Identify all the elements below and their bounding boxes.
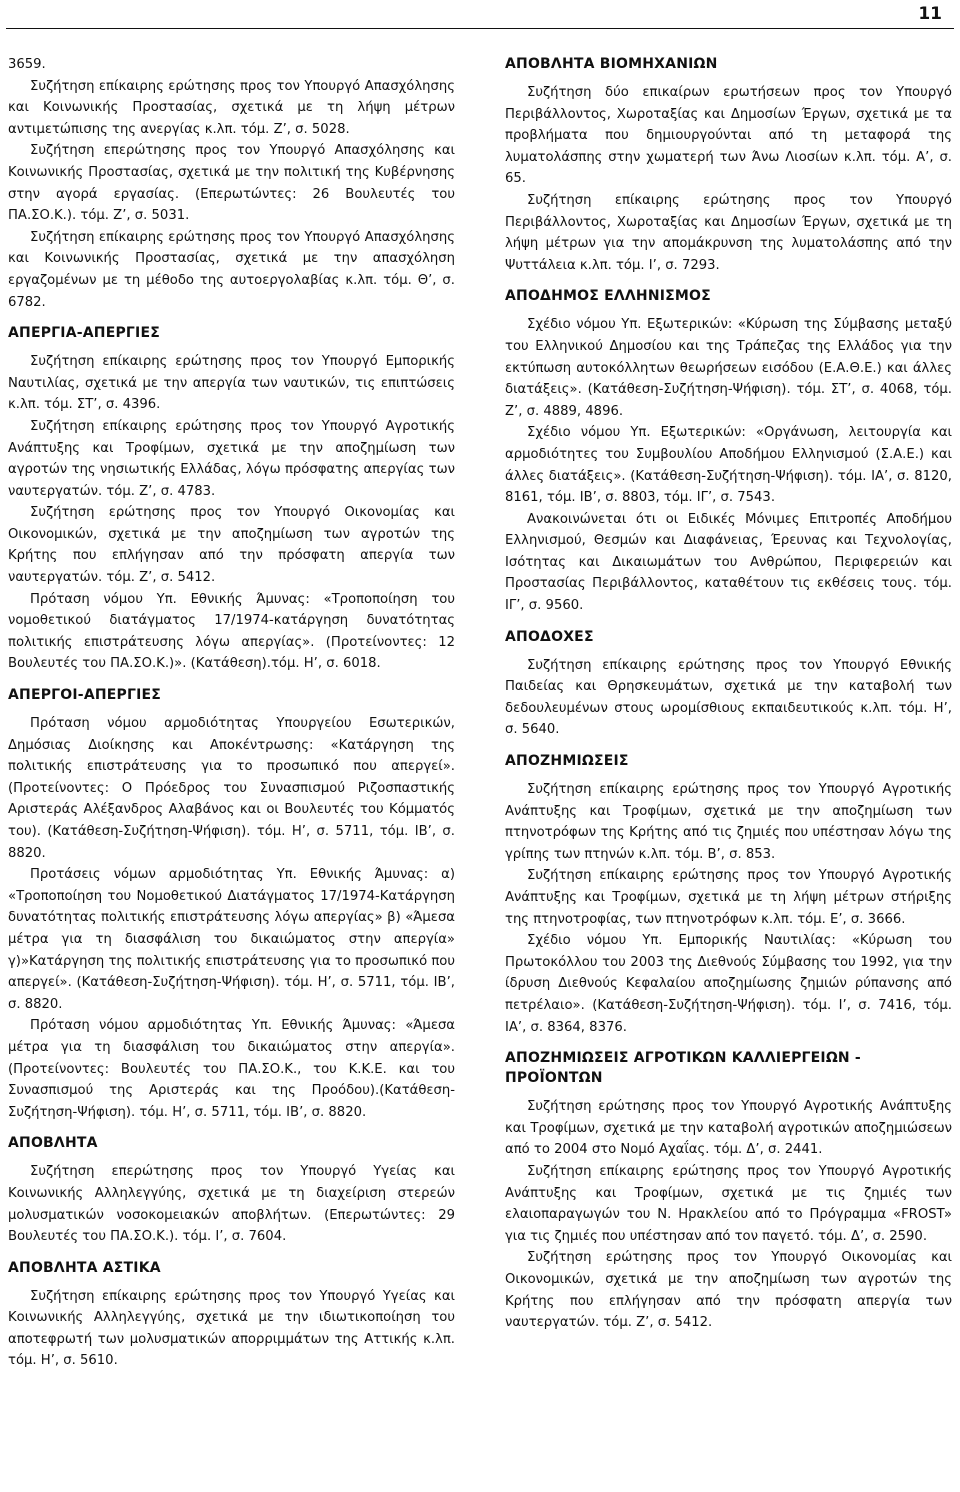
index-entry: Συζήτηση επίκαιρης ερώτησης προς τον Υπουργό Αγροτικής Ανάπτυξης και Τροφίμων, σχετικά με την αποζημίωση των πτηνοτρόφων της Κρήτης από τις ζημιές που υπέστησαν λόγω της γρίπης των πτηνών κ.λπ. τόμ. Β’, σ. 853. <box>505 782 952 862</box>
index-entry: Συζήτηση επίκαιρης ερώτησης προς τον Υπουργό Απασχόλησης και Κοινωνικής Προστασίας, σχετικά με την απασχόληση εργαζομένων με τη μέθοδο της αυτοεργολαβίας κ.λπ. τόμ. Θ’, σ. 6782. <box>8 229 455 310</box>
section-heading: ΑΠΟΔΟΧΕΣ <box>505 628 594 645</box>
index-entry: Συζήτηση επερώτησης προς τον Υπουργό Υγείας και Κοινωνικής Αλληλεγγύης, σχετικά με τη διαχείριση στερεών μολυσματικών νοσοκομειακών αποβλήτων. (Επερωτώντες: 29 Βουλευτές του ΠΑ.ΣΟ.Κ.). τόμ. Ι’, σ. 7604. <box>8 1164 455 1245</box>
index-entry: Σχέδιο νόμου Υπ. Εμπορικής Ναυτιλίας: «Κύρωση του Πρωτοκόλλου του 2003 της Διεθνούς Σύμβασης του 1992, για την ίδρυση Διεθνούς Κεφαλαίου αποζημίωσης ζημιών ρύπανσης από πετρέλαιο». (Κατάθεση-Συζήτηση-Ψήφιση). τόμ. Ι’, σ. 7416, τόμ. ΙΑ’, σ. 8364, 8376. <box>505 933 952 1035</box>
index-entry: Πρόταση νόμου αρμοδιότητας Υπ. Εθνικής Άμυνας: «Άμεσα μέτρα για τη διασφάλιση του δικαιώματος στην απεργία». (Προτείνοντες: Βουλευτές του ΠΑ.ΣΟ.Κ., του Κ.Κ.Ε. και του Συνασπισμού της Αριστεράς και της Προόδου).(Κατάθεση-Συζήτηση-Ψήφιση). τόμ. Η’, σ. 5711, τόμ. ΙΒ’, σ. 8820. <box>8 1018 455 1120</box>
index-entry: Συζήτηση ερώτησης προς τον Υπουργό Οικονομίας και Οικονομικών, σχετικά με την αποζημίωση των αγροτών της Κρήτης που επλήγησαν από την πρόσφατη απεργία των ναυτεργατών. τόμ. Ζ’, σ. 5412. <box>505 1250 952 1331</box>
index-entry: Συζήτηση επίκαιρης ερώτησης προς τον Υπουργό Απασχόλησης και Κοινωνικής Προστασίας, σχετικά με τη λήψη μέτρων αντιμετώπισης της ανεργίας κ.λπ. τόμ. Ζ’, σ. 5028. <box>8 78 455 137</box>
index-entry: Συζήτηση επερώτησης προς τον Υπουργό Απασχόλησης και Κοινωνικής Προστασίας, σχετικά με την πολιτική της Κυβέρνησης στην αγορά εργασίας. (Επερωτώντες: 26 Βουλευτές του ΠΑ.ΣΟ.Κ.). τόμ. Ζ’, σ. 5031. <box>8 143 455 224</box>
index-entry: Σχέδιο νόμου Υπ. Εξωτερικών: «Κύρωση της Σύμβασης μεταξύ του Ελληνικού Δημοσίου και της Τράπεζας της Ελλάδος για την εκτύπωση αυτοκόλλητων θεωρήσεων εισόδου (Ε.Α.Θ.Ε.) και άλλες διατάξεις». (Κατάθεση-Συζήτηση-Ψήφιση). τόμ. ΣΤ’, σ. 4068, τόμ. Ζ’, σ. 4889, 4896. <box>505 317 952 419</box>
index-entry: Πρόταση νόμου αρμοδιότητας Υπουργείου Εσωτερικών, Δημόσιας Διοίκησης και Αποκέντρωσης: «Κατάργηση της πολιτικής επιστράτευσης για το προσωπικό που απεργεί». (Προτείνοντες: Ο Πρόεδρος του Συνασπισμού Ριζοσπαστικής Αριστεράς Αλέξανδρος Αλαβάνος και οι Βουλευτές του Κόμματός του). (Κατάθεση-Συζήτηση-Ψήφιση). τόμ. Η’, σ. 5711, τόμ. ΙΒ’, σ. 8820. <box>8 716 455 861</box>
index-entry: Συζήτηση δύο επικαίρων ερωτήσεων προς τον Υπουργό Περιβάλλοντος, Χωροταξίας και Δημοσίων Έργων, σχετικά με τα προβλήματα που δημιουργούνται από τη μεταφορά της λυματολάσπης στην χωματερή των Άνω Λιοσίων κ.λπ. τόμ. Α’, σ. 65. <box>505 85 952 187</box>
section-heading: ΑΠΟΖΗΜΙΩΣΕΙΣ <box>505 753 629 770</box>
index-entry: Συζήτηση ερώτησης προς τον Υπουργό Αγροτικής Ανάπτυξης και Τροφίμων, σχετικά με την καταβολή αγροτικών αποζημιώσεων από το 2004 στο Νομό Αχαΐας. τόμ. Δ’, σ. 2441. <box>505 1099 952 1158</box>
index-entry: Συζήτηση επίκαιρης ερώτησης προς τον Υπουργό Αγροτικής Ανάπτυξης και Τροφίμων, σχετικά με τη λήψη μέτρων στήριξης της πτηνοτροφίας, των πτηνοτρόφων κ.λπ. τόμ. Ε’, σ. 3666. <box>505 868 952 927</box>
index-entry: Ανακοινώνεται ότι οι Ειδικές Μόνιμες Επιτροπές Αποδήμου Ελληνισμού, Θεσμών και Διαφάνειας, Έρευνας και Τεχνολογίας, Ισότητας και Δικαιωμάτων του Ανθρώπου, Περιφερειών και Προστασίας Περιβάλλοντος, καταθέτουν τις εκθέσεις τους. τόμ. ΙΓ’, σ. 9560. <box>505 511 952 614</box>
index-entry: Συζήτηση επίκαιρης ερώτησης προς τον Υπουργό Εθνικής Παιδείας και Θρησκευμάτων, σχετικά με την καταβολή των δεδουλευμένων στους ωρομίσθιους εκπαιδευτικούς κ.λπ. τόμ. Η’, σ. 5640. <box>505 657 952 738</box>
section-heading: ΑΠΟΔΗΜΟΣ ΕΛΛΗΝΙΣΜΟΣ <box>505 288 711 305</box>
index-entry: Συζήτηση επίκαιρης ερώτησης προς τον Υπουργό Αγροτικής Ανάπτυξης και Τροφίμων, σχετικά με τις ζημιές των ελαιοπαραγωγών του Ν. Ηρακλείου από το Πρόγραμμα «FROST» για τις ζημιές που υπέστησαν από τον παγετό. τόμ. Δ’, σ. 2590. <box>505 1163 952 1244</box>
index-entry: Συζήτηση επίκαιρης ερώτησης προς τον Υπουργό Αγροτικής Ανάπτυξης και Τροφίμων, σχετικά με την αποζημίωση των αγροτών της νησιωτικής Ελλάδας, λόγω πρόσφατης απεργίας των ναυτεργατών. τόμ. Ζ’, σ. 4783. <box>8 418 455 499</box>
index-entry: Πρόταση νόμου Υπ. Εθνικής Άμυνας: «Τροποποίηση του νομοθετικού διατάγματος 17/1974-κατάργηση δυνατότητας πολιτικής επιστράτευσης λόγω απεργίας». (Προτείνοντες: 12 Βουλευτές του ΠΑ.ΣΟ.Κ.)». (Κατάθεση).τόμ. Η’, σ. 6018. <box>8 591 455 672</box>
index-entry: Συζήτηση ερώτησης προς τον Υπουργό Οικονομίας και Οικονομικών, σχετικά με την αποζημίωση των αγροτών της Κρήτης που επλήγησαν από την πρόσφατη απεργία των ναυτεργατών. τόμ. Ζ’, σ. 5412. <box>8 505 455 586</box>
page-number: 11 <box>918 4 942 24</box>
section-heading: ΑΠΕΡΓΟΙ-ΑΠΕΡΓΙΕΣ <box>8 687 162 704</box>
section-heading: ΑΠΕΡΓΙΑ-ΑΠΕΡΓΙΕΣ <box>8 325 160 342</box>
section-heading: ΑΠΟΒΛΗΤΑ ΒΙΟΜΗΧΑΝΙΩΝ <box>505 56 718 72</box>
right-column <box>505 54 952 1334</box>
section-heading: ΑΠΟΖΗΜΙΩΣΕΙΣ ΑΓΡΟΤΙΚΩΝ ΚΑΛΛΙΕΡΓΕΙΩΝ - ΠΡΟΪΟΝΤΩΝ <box>505 1050 861 1087</box>
header-rule <box>6 28 954 29</box>
entry-id: 3659. <box>8 57 46 72</box>
index-entry: Προτάσεις νόμων αρμοδιότητας Υπ. Εθνικής Άμυνας: α) «Τροποποίηση του Νομοθετικού Διατάγματος 17/1974-Κατάργηση δυνατότητας πολιτικής επιστράτευσης λόγω απεργίας» β) «Άμεσα μέτρα για τη διασφάλιση του δικαιώματος στην απεργία» γ)»Κατάργηση της πολιτικής επιστράτευσης για το προσωπικό που απεργεί». (Κατάθεση-Συζήτηση-Ψήφιση). τόμ. Η’, σ. 5711, τόμ. ΙΒ’, σ. 8820. <box>8 867 455 1012</box>
section-heading: ΑΠΟΒΛΗΤΑ <box>8 1135 98 1152</box>
section-heading: ΑΠΟΒΛΗΤΑ ΑΣΤΙΚΑ <box>8 1259 161 1276</box>
left-column <box>8 54 455 1372</box>
index-entry: Σχέδιο νόμου Υπ. Εξωτερικών: «Οργάνωση, λειτουργία και αρμοδιότητες του Συμβουλίου Αποδήμου Ελληνισμού (Σ.Α.Ε.) και άλλες διατάξεις». (Κατάθεση-Συζήτηση-Ψήφιση). τόμ. ΙΑ’, σ. 8120, 8161, τόμ. ΙΒ’, σ. 8803, τόμ. ΙΓ’, σ. 7543. <box>505 425 952 506</box>
index-entry: Συζήτηση επίκαιρης ερώτησης προς τον Υπουργό Υγείας και Κοινωνικής Αλληλεγγύης, σχετικά με την ιδιωτικοποίηση του αποτεφρωτή των μολυσματικών απορριμμάτων της Αττικής κ.λπ. τόμ. Η’, σ. 5610. <box>8 1288 455 1369</box>
index-entry: Συζήτηση επίκαιρης ερώτησης προς τον Υπουργό Εμπορικής Ναυτιλίας, σχετικά με την απεργία των ναυτικών, τις επιπτώσεις κ.λπ. τόμ. ΣΤ’, σ. 4396. <box>8 354 455 413</box>
index-entry: Συζήτηση επίκαιρης ερώτησης προς τον Υπουργό Περιβάλλοντος, Χωροταξίας και Δημοσίων Έργων, σχετικά με τη λήψη μέτρων για την απομάκρυνση της λυματολάσπης από την Ψυττάλεια κ.λπ. τόμ. Ι’, σ. 7293. <box>505 192 952 273</box>
